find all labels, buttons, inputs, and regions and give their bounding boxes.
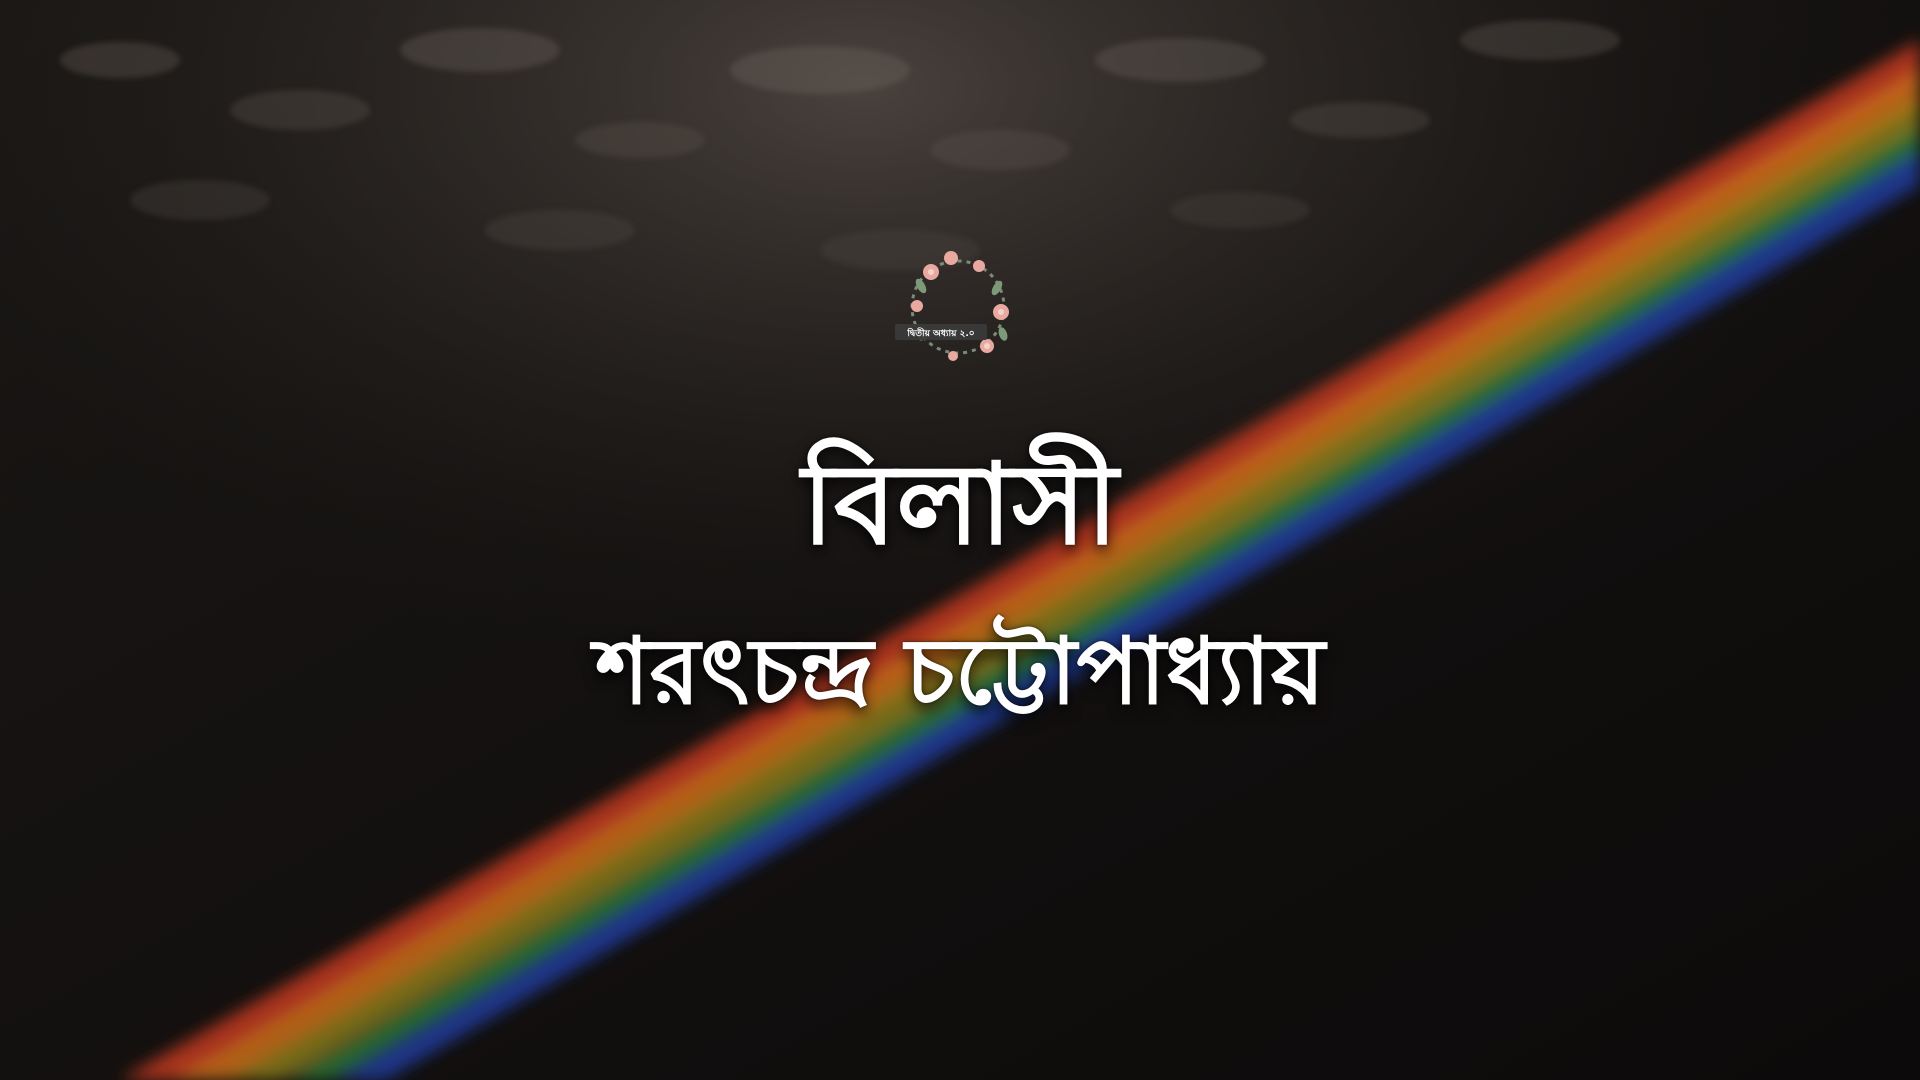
- author-name: শরৎচন্দ্র চট্টোপাধ্যায়: [595, 618, 1325, 725]
- story-title: বিলাসী: [801, 440, 1119, 570]
- title-block: [0, 440, 1920, 732]
- logo-ribbon-text: দ্বিতীয় অধ্যায় ২.০: [907, 329, 975, 339]
- floral-wreath-icon: [893, 242, 1023, 372]
- channel-logo: [893, 242, 1023, 372]
